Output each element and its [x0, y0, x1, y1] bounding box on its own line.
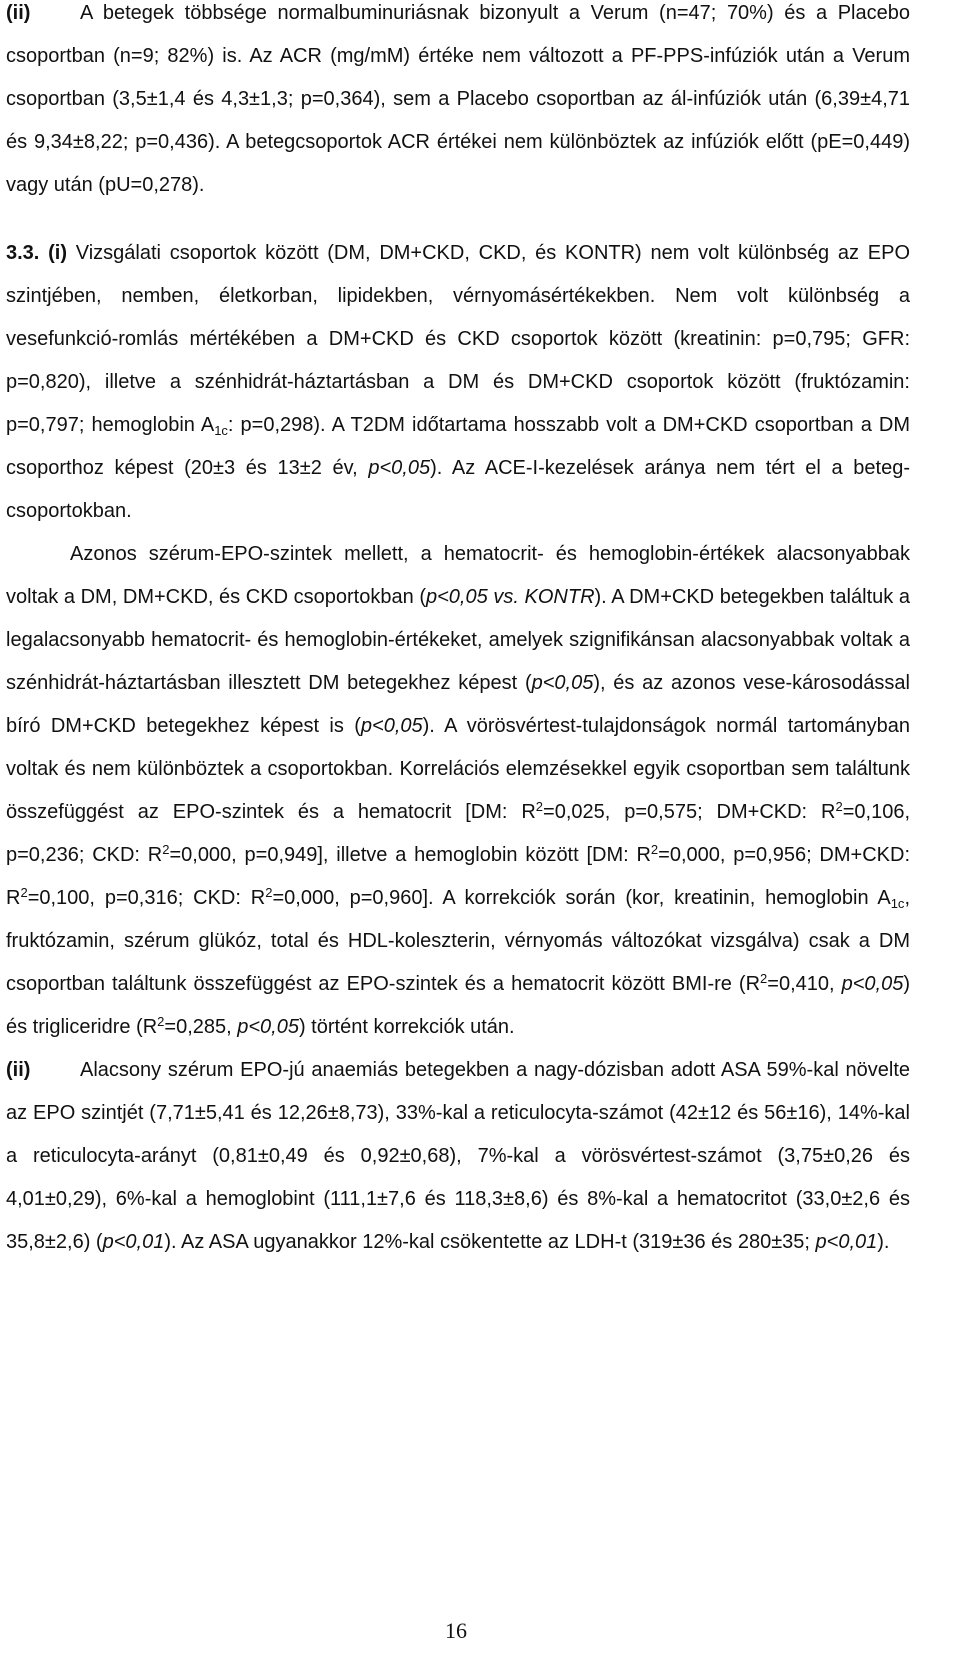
paragraph-hematocrit-hemoglobin: Azonos szérum-EPO-szintek mellett, a hematocrit- és hemoglobin-értékek alacsonyabbak voltak a DM, DM+CKD, és CKD csoportokban (p<0,05 vs. KONTR). A DM+CKD betegekben találtuk a legalacsonyabb hematocrit- és hemoglobin-értékeket, amelyek szignifikánsan alacsonyabbak voltak a szénhidrát-háztartásban illesztett DM betegekhez képest (p<0,05), és az azonos vese-károsodással bíró DM+CKD betegekhez képest is (p<0,05). A vörösvértest-tulajdonságok normál tartományban voltak és nem különböztek a csoportokban. Korrelációs elemzésekkel egyik csoportban sem találtunk összefüggést az EPO-szintek és a hematocrit [DM: $R^2=0,025$, p=0,575; DM+CKD: $R^2=0,106$, p=0,236; CKD: $R^2=0,000$, p=0,949], illetve a hemoglobin között [DM: $R^2=0,000$, p=0,956; DM+CKD: $R^2=0,100$, p=0,316; CKD: $R^2=0,000$, p=0,960]. A korrekciók során (kor, kreatinin, hemoglobin $A_{1c}$, fruktózamin, szérum glükóz, total és HDL-koleszterin, vérnyomás változókat vizsgálva) csak a DM csoportban találtunk összefüggést az EPO-szintek és a hematocrit között BMI-re ($R^2=0,410$, p<0,05) és trigliceridre ($R^2=0,285$, p<0,05) történt korrekciók után.	[6, 543, 911, 1038]
paragraph-section-3-3: 3.3. (i) Vizsgálati csoportok között (DM, DM+CKD, CKD, és KONTR) nem volt különbség az EPO szintjében, nemben, életkorban, lipidekben, vérnyomásértékekben. Nem volt különbség a vesefunkció-romlás mértékében a DM+CKD és CKD csoportok között (kreatinin: p=0,795; GFR: p=0,820), illetve a szénhidrát-háztartásban a DM és DM+CKD csoportok között (fruktózamin: p=0,797; hemoglobin $A_{1c}$: p=0,298). A T2DM időtartama hosszabb volt a DM+CKD csoportban a DM csoporthoz képest (20±3 és 13±2 év, p<0,05). Az ACE-I-kezelések aránya nem tért el a beteg-csoportokban.	[6, 242, 910, 522]
paragraph-text: A betegek többsége normalbuminuriásnak bizonyult a Verum (n=47; 70%) és a Placebo csoportban (n=9; 82%) is. Az ACR (mg/mM) értéke nem változott a PF-PPS-infúziók után a Verum csoportban (3,5±1,4 és 4,3±1,3; p=0,364), sem a Placebo csoportban az ál-infúziók után (6,39±4,71 és 9,34±8,22; p=0,436). A betegcsoportok ACR értékei nem különböztek az infúziók előtt (pE=0,449) vagy után (pU=0,278).	[6, 2, 910, 196]
paragraph-verum-placebo	[6, 0, 910, 207]
item-label-ii: (ii)	[6, 1059, 31, 1081]
item-label-ii: (ii)	[6, 2, 31, 24]
page-number: 16	[445, 1618, 467, 1643]
section-heading-3-3: 3.3. (i)	[6, 242, 67, 264]
paragraph-asa-anaemia: (ii) Alacsony szérum EPO-jú anaemiás betegekben a nagy-dózisban adott ASA 59%-kal növelte az EPO szintjét (7,71±5,41 és 12,26±8,73), 33%-kal a reticulocyta-számot (42±12 és 56±16), 14%-kal a reticulocyta-arányt (0,81±0,49 és 0,92±0,68), 7%-kal a vörösvértest-számot (3,75±0,26 és 4,01±0,29), 6%-kal a hemoglobint (111,1±7,6 és 118,3±8,6) és 8%-kal a hematocritot (33,0±2,6 és 35,8±2,6) (p<0,01). Az ASA ugyanakkor 12%-kal csökentette az LDH-t (319±36 és 280±35; p<0,01).	[6, 1049, 910, 1264]
